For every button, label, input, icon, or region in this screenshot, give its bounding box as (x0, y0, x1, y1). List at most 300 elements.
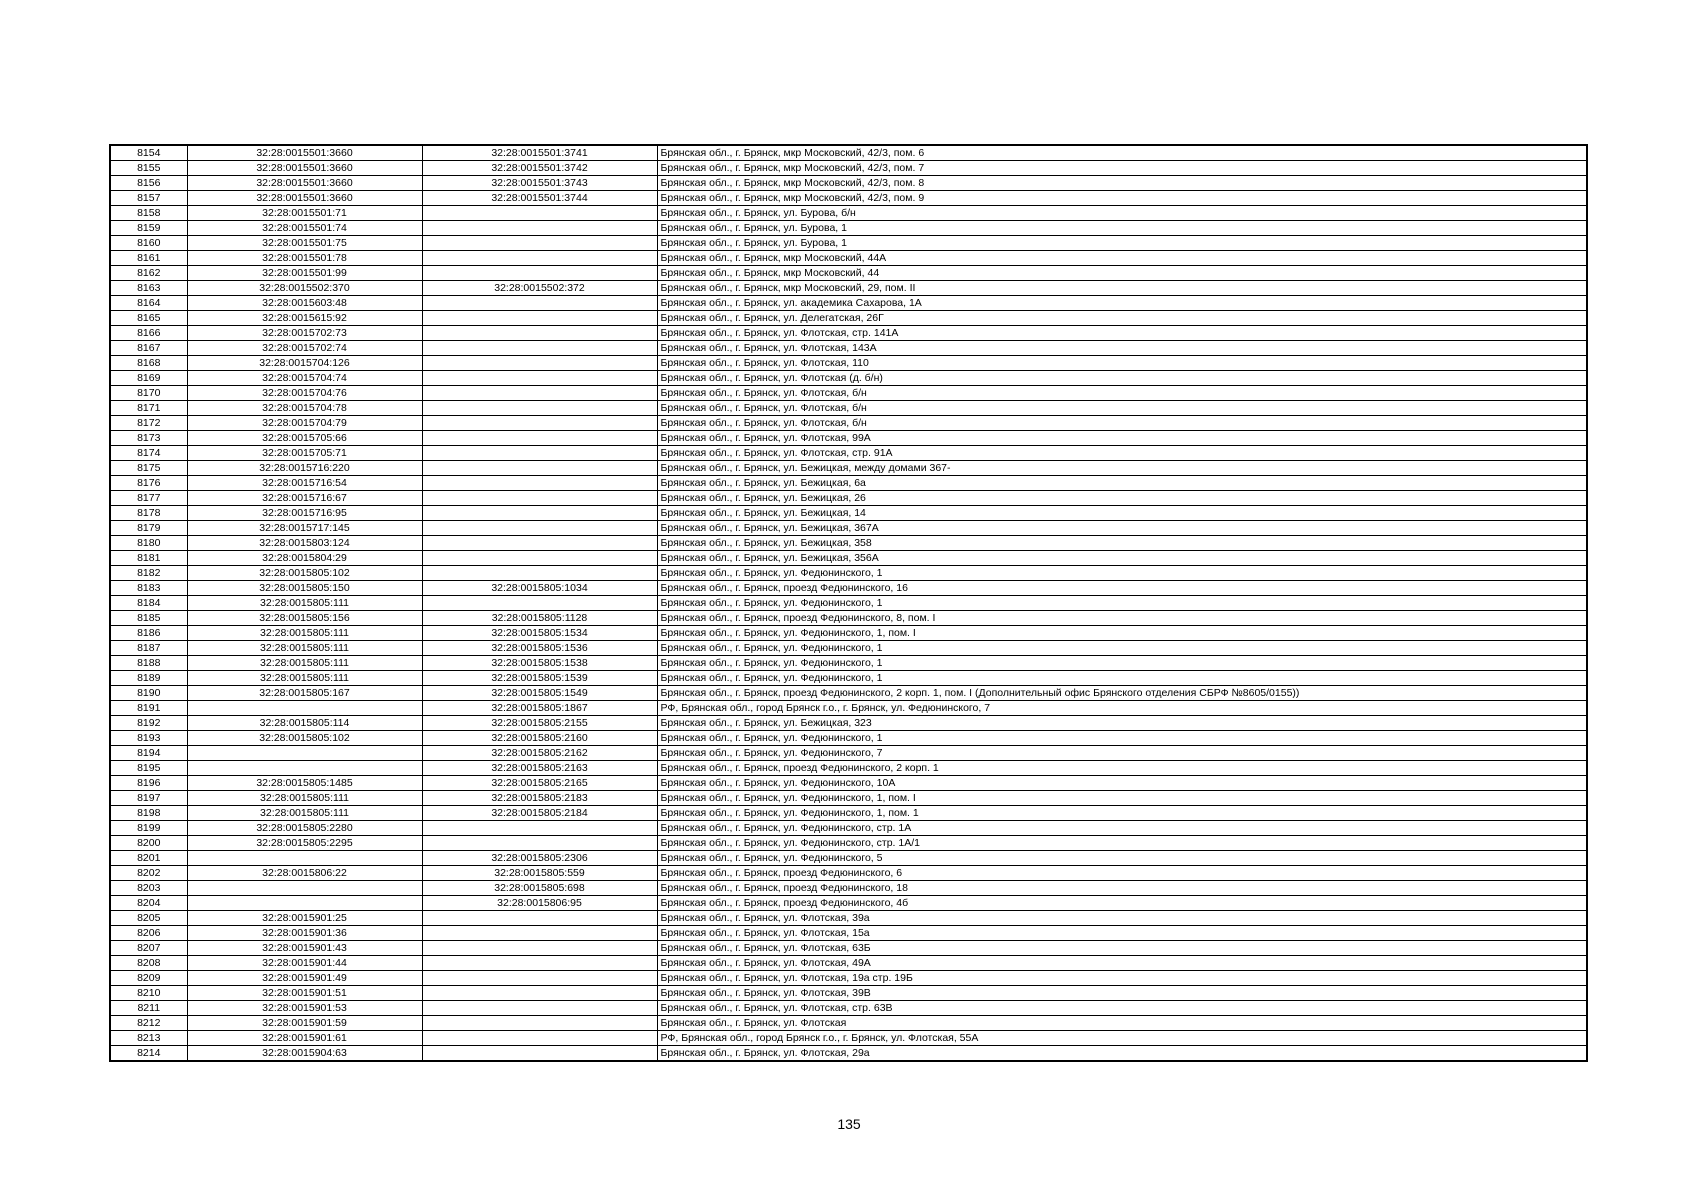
address-cell: Брянская обл., г. Брянск, ул. Флотская, б/н (657, 386, 1587, 401)
parent-cadastral-number-cell: 32:28:0015705:66 (187, 431, 422, 446)
row-number-cell: 8212 (110, 1016, 187, 1031)
cadastral-number-cell (422, 506, 657, 521)
table-row (110, 866, 1587, 881)
row-number-cell: 8204 (110, 896, 187, 911)
parent-cadastral-number-cell: 32:28:0015501:3660 (187, 161, 422, 176)
row-number-cell: 8188 (110, 656, 187, 671)
address-cell: Брянская обл., г. Брянск, ул. Флотская, 99А (657, 431, 1587, 446)
address-cell: Брянская обл., г. Брянск, проезд Федюнинского, 4б (657, 896, 1587, 911)
row-number-cell: 8176 (110, 476, 187, 491)
cadastral-number-cell (422, 566, 657, 581)
parent-cadastral-number-cell: 32:28:0015702:74 (187, 341, 422, 356)
cadastral-number-cell (422, 821, 657, 836)
cadastral-number-cell: 32:28:0015805:559 (422, 866, 657, 881)
row-number-cell: 8191 (110, 701, 187, 716)
table-row (110, 296, 1587, 311)
parent-cadastral-number-cell: 32:28:0015716:54 (187, 476, 422, 491)
parent-cadastral-number-cell: 32:28:0015901:49 (187, 971, 422, 986)
parent-cadastral-number-cell: 32:28:0015805:150 (187, 581, 422, 596)
parent-cadastral-number-cell: 32:28:0015704:74 (187, 371, 422, 386)
cadastral-number-cell: 32:28:0015501:3744 (422, 191, 657, 206)
table-row (110, 281, 1587, 296)
table-row (110, 971, 1587, 986)
parent-cadastral-number-cell: 32:28:0015803:124 (187, 536, 422, 551)
address-cell: Брянская обл., г. Брянск, ул. Федюнинского, стр. 1А (657, 821, 1587, 836)
address-cell: Брянская обл., г. Брянск, ул. Флотская, стр. 141А (657, 326, 1587, 341)
address-cell: Брянская обл., г. Брянск, мкр Московский, 44А (657, 251, 1587, 266)
address-cell: Брянская обл., г. Брянск, ул. Федюнинского, 1 (657, 596, 1587, 611)
row-number-cell: 8154 (110, 145, 187, 161)
cadastral-number-cell (422, 356, 657, 371)
address-cell: Брянская обл., г. Брянск, проезд Федюнинского, 2 корп. 1 (657, 761, 1587, 776)
parent-cadastral-number-cell: 32:28:0015716:220 (187, 461, 422, 476)
table-row (110, 176, 1587, 191)
address-cell: Брянская обл., г. Брянск, ул. Флотская (657, 1016, 1587, 1031)
address-cell: Брянская обл., г. Брянск, ул. Федюнинского, 1, пом. I (657, 626, 1587, 641)
table-row (110, 536, 1587, 551)
address-cell: Брянская обл., г. Брянск, ул. Бежицкая, между домами 367- (657, 461, 1587, 476)
table-row (110, 581, 1587, 596)
table-row (110, 446, 1587, 461)
cadastral-number-cell (422, 836, 657, 851)
table-row (110, 671, 1587, 686)
address-cell: Брянская обл., г. Брянск, мкр Московский, 44 (657, 266, 1587, 281)
cadastral-number-cell (422, 521, 657, 536)
cadastral-number-cell: 32:28:0015805:2155 (422, 716, 657, 731)
address-cell: Брянская обл., г. Брянск, ул. Флотская, б/н (657, 401, 1587, 416)
cadastral-number-cell (422, 326, 657, 341)
table-row (110, 626, 1587, 641)
table-row (110, 716, 1587, 731)
address-cell: РФ, Брянская обл., город Брянск г.о., г. Брянск, ул. Флотская, 55А (657, 1031, 1587, 1046)
row-number-cell: 8163 (110, 281, 187, 296)
table-row (110, 731, 1587, 746)
cadastral-number-cell: 32:28:0015502:372 (422, 281, 657, 296)
cadastral-number-cell (422, 236, 657, 251)
cadastral-number-cell (422, 461, 657, 476)
cadastral-number-cell: 32:28:0015501:3742 (422, 161, 657, 176)
parent-cadastral-number-cell: 32:28:0015704:78 (187, 401, 422, 416)
table-row (110, 476, 1587, 491)
table-row (110, 821, 1587, 836)
table-row (110, 956, 1587, 971)
row-number-cell: 8205 (110, 911, 187, 926)
parent-cadastral-number-cell: 32:28:0015702:73 (187, 326, 422, 341)
address-cell: Брянская обл., г. Брянск, ул. Федюнинского, 1 (657, 671, 1587, 686)
row-number-cell: 8164 (110, 296, 187, 311)
row-number-cell: 8159 (110, 221, 187, 236)
cadastral-number-cell (422, 941, 657, 956)
table-row (110, 911, 1587, 926)
row-number-cell: 8170 (110, 386, 187, 401)
row-number-cell: 8181 (110, 551, 187, 566)
address-cell: Брянская обл., г. Брянск, ул. Делегатская, 26Г (657, 311, 1587, 326)
cadastral-number-cell: 32:28:0015805:1534 (422, 626, 657, 641)
row-number-cell: 8201 (110, 851, 187, 866)
parent-cadastral-number-cell: 32:28:0015904:63 (187, 1046, 422, 1062)
parent-cadastral-number-cell: 32:28:0015717:145 (187, 521, 422, 536)
table-row (110, 851, 1587, 866)
address-cell: Брянская обл., г. Брянск, ул. Бежицкая, 26 (657, 491, 1587, 506)
cadastral-number-cell (422, 206, 657, 221)
parent-cadastral-number-cell: 32:28:0015501:99 (187, 266, 422, 281)
parent-cadastral-number-cell: 32:28:0015705:71 (187, 446, 422, 461)
address-cell: Брянская обл., г. Брянск, ул. Флотская, 49А (657, 956, 1587, 971)
row-number-cell: 8180 (110, 536, 187, 551)
address-cell: РФ, Брянская обл., город Брянск г.о., г. Брянск, ул. Федюнинского, 7 (657, 701, 1587, 716)
row-number-cell: 8190 (110, 686, 187, 701)
row-number-cell: 8206 (110, 926, 187, 941)
row-number-cell: 8213 (110, 1031, 187, 1046)
table-row (110, 326, 1587, 341)
cadastral-number-cell (422, 926, 657, 941)
row-number-cell: 8197 (110, 791, 187, 806)
cadastral-number-cell (422, 431, 657, 446)
cadastral-number-cell (422, 311, 657, 326)
parent-cadastral-number-cell: 32:28:0015805:111 (187, 806, 422, 821)
address-cell: Брянская обл., г. Брянск, ул. Бежицкая, 6а (657, 476, 1587, 491)
registry-table-body (110, 145, 1587, 1061)
row-number-cell: 8202 (110, 866, 187, 881)
row-number-cell: 8161 (110, 251, 187, 266)
parent-cadastral-number-cell (187, 881, 422, 896)
parent-cadastral-number-cell: 32:28:0015704:76 (187, 386, 422, 401)
parent-cadastral-number-cell: 32:28:0015501:3660 (187, 176, 422, 191)
row-number-cell: 8166 (110, 326, 187, 341)
table-row (110, 1031, 1587, 1046)
parent-cadastral-number-cell (187, 896, 422, 911)
table-row (110, 1016, 1587, 1031)
table-row (110, 566, 1587, 581)
parent-cadastral-number-cell: 32:28:0015501:3660 (187, 145, 422, 161)
table-row (110, 461, 1587, 476)
cadastral-number-cell: 32:28:0015501:3741 (422, 145, 657, 161)
address-cell: Брянская обл., г. Брянск, ул. Бурова, 1 (657, 221, 1587, 236)
address-cell: Брянская обл., г. Брянск, ул. Флотская, стр. 63В (657, 1001, 1587, 1016)
table-row (110, 656, 1587, 671)
row-number-cell: 8209 (110, 971, 187, 986)
row-number-cell: 8199 (110, 821, 187, 836)
cadastral-number-cell (422, 476, 657, 491)
table-row (110, 431, 1587, 446)
address-cell: Брянская обл., г. Брянск, ул. Федюнинского, 10А (657, 776, 1587, 791)
row-number-cell: 8177 (110, 491, 187, 506)
table-row (110, 401, 1587, 416)
row-number-cell: 8193 (110, 731, 187, 746)
row-number-cell: 8210 (110, 986, 187, 1001)
parent-cadastral-number-cell: 32:28:0015805:102 (187, 566, 422, 581)
row-number-cell: 8184 (110, 596, 187, 611)
table-row (110, 506, 1587, 521)
page-number: 135 (837, 1116, 861, 1132)
cadastral-number-cell (422, 1001, 657, 1016)
table-row (110, 836, 1587, 851)
cadastral-number-cell (422, 251, 657, 266)
parent-cadastral-number-cell: 32:28:0015716:95 (187, 506, 422, 521)
parent-cadastral-number-cell: 32:28:0015805:167 (187, 686, 422, 701)
registry-table (109, 144, 1588, 1062)
cadastral-number-cell (422, 1031, 657, 1046)
row-number-cell: 8155 (110, 161, 187, 176)
address-cell: Брянская обл., г. Брянск, ул. Бежицкая, 367А (657, 521, 1587, 536)
table-row (110, 311, 1587, 326)
cadastral-number-cell: 32:28:0015805:1539 (422, 671, 657, 686)
address-cell: Брянская обл., г. Брянск, ул. Федюнинского, 1 (657, 566, 1587, 581)
cadastral-number-cell (422, 416, 657, 431)
table-row (110, 941, 1587, 956)
parent-cadastral-number-cell: 32:28:0015805:111 (187, 641, 422, 656)
address-cell: Брянская обл., г. Брянск, ул. Федюнинского, 1 (657, 641, 1587, 656)
cadastral-number-cell (422, 596, 657, 611)
cadastral-number-cell (422, 341, 657, 356)
parent-cadastral-number-cell: 32:28:0015603:48 (187, 296, 422, 311)
table-row (110, 416, 1587, 431)
parent-cadastral-number-cell: 32:28:0015501:78 (187, 251, 422, 266)
row-number-cell: 8211 (110, 1001, 187, 1016)
parent-cadastral-number-cell (187, 746, 422, 761)
row-number-cell: 8162 (110, 266, 187, 281)
cadastral-number-cell (422, 386, 657, 401)
row-number-cell: 8156 (110, 176, 187, 191)
table-row (110, 356, 1587, 371)
table-row (110, 221, 1587, 236)
table-row (110, 641, 1587, 656)
row-number-cell: 8167 (110, 341, 187, 356)
row-number-cell: 8173 (110, 431, 187, 446)
parent-cadastral-number-cell: 32:28:0015901:43 (187, 941, 422, 956)
table-row (110, 491, 1587, 506)
table-row (110, 251, 1587, 266)
parent-cadastral-number-cell: 32:28:0015716:67 (187, 491, 422, 506)
address-cell: Брянская обл., г. Брянск, ул. Флотская, 29а (657, 1046, 1587, 1062)
row-number-cell: 8185 (110, 611, 187, 626)
address-cell: Брянская обл., г. Брянск, ул. академика Сахарова, 1А (657, 296, 1587, 311)
table-row (110, 521, 1587, 536)
cadastral-number-cell (422, 956, 657, 971)
address-cell: Брянская обл., г. Брянск, ул. Федюнинского, стр. 1А/1 (657, 836, 1587, 851)
row-number-cell: 8178 (110, 506, 187, 521)
address-cell: Брянская обл., г. Брянск, ул. Флотская, 110 (657, 356, 1587, 371)
cadastral-number-cell: 32:28:0015805:2163 (422, 761, 657, 776)
table-row (110, 371, 1587, 386)
address-cell: Брянская обл., г. Брянск, ул. Федюнинского, 1, пом. I (657, 791, 1587, 806)
address-cell: Брянская обл., г. Брянск, ул. Бежицкая, 14 (657, 506, 1587, 521)
cadastral-number-cell (422, 986, 657, 1001)
address-cell: Брянская обл., г. Брянск, мкр Московский, 29, пом. II (657, 281, 1587, 296)
row-number-cell: 8200 (110, 836, 187, 851)
cadastral-number-cell (422, 1016, 657, 1031)
parent-cadastral-number-cell: 32:28:0015805:2295 (187, 836, 422, 851)
row-number-cell: 8194 (110, 746, 187, 761)
parent-cadastral-number-cell: 32:28:0015502:370 (187, 281, 422, 296)
address-cell: Брянская обл., г. Брянск, ул. Флотская (д. б/н) (657, 371, 1587, 386)
cadastral-number-cell (422, 971, 657, 986)
table-row (110, 761, 1587, 776)
table-row (110, 896, 1587, 911)
address-cell: Брянская обл., г. Брянск, ул. Флотская, 39а (657, 911, 1587, 926)
parent-cadastral-number-cell: 32:28:0015615:92 (187, 311, 422, 326)
row-number-cell: 8165 (110, 311, 187, 326)
parent-cadastral-number-cell: 32:28:0015704:126 (187, 356, 422, 371)
cadastral-number-cell: 32:28:0015805:1034 (422, 581, 657, 596)
table-row (110, 1001, 1587, 1016)
table-row (110, 611, 1587, 626)
row-number-cell: 8182 (110, 566, 187, 581)
parent-cadastral-number-cell: 32:28:0015805:1485 (187, 776, 422, 791)
parent-cadastral-number-cell: 32:28:0015901:44 (187, 956, 422, 971)
address-cell: Брянская обл., г. Брянск, проезд Федюнинского, 6 (657, 866, 1587, 881)
cadastral-number-cell: 32:28:0015805:2162 (422, 746, 657, 761)
parent-cadastral-number-cell: 32:28:0015804:29 (187, 551, 422, 566)
cadastral-number-cell: 32:28:0015805:2160 (422, 731, 657, 746)
cadastral-number-cell: 32:28:0015805:1867 (422, 701, 657, 716)
cadastral-number-cell: 32:28:0015805:1536 (422, 641, 657, 656)
cadastral-number-cell: 32:28:0015805:2184 (422, 806, 657, 821)
table-row (110, 191, 1587, 206)
row-number-cell: 8195 (110, 761, 187, 776)
address-cell: Брянская обл., г. Брянск, ул. Бурова, 1 (657, 236, 1587, 251)
row-number-cell: 8189 (110, 671, 187, 686)
table-row (110, 986, 1587, 1001)
parent-cadastral-number-cell: 32:28:0015805:114 (187, 716, 422, 731)
cadastral-number-cell: 32:28:0015805:698 (422, 881, 657, 896)
table-row (110, 791, 1587, 806)
parent-cadastral-number-cell: 32:28:0015901:61 (187, 1031, 422, 1046)
cadastral-number-cell (422, 536, 657, 551)
address-cell: Брянская обл., г. Брянск, ул. Флотская, 15а (657, 926, 1587, 941)
address-cell: Брянская обл., г. Брянск, ул. Бежицкая, 356А (657, 551, 1587, 566)
address-cell: Брянская обл., г. Брянск, мкр Московский, 42/3, пом. 6 (657, 145, 1587, 161)
parent-cadastral-number-cell: 32:28:0015704:79 (187, 416, 422, 431)
address-cell: Брянская обл., г. Брянск, ул. Флотская, 143А (657, 341, 1587, 356)
cadastral-number-cell (422, 446, 657, 461)
parent-cadastral-number-cell: 32:28:0015805:2280 (187, 821, 422, 836)
table-row (110, 145, 1587, 161)
parent-cadastral-number-cell: 32:28:0015805:111 (187, 791, 422, 806)
table-row (110, 386, 1587, 401)
row-number-cell: 8207 (110, 941, 187, 956)
row-number-cell: 8171 (110, 401, 187, 416)
cadastral-number-cell: 32:28:0015501:3743 (422, 176, 657, 191)
row-number-cell: 8208 (110, 956, 187, 971)
cadastral-number-cell: 32:28:0015805:2183 (422, 791, 657, 806)
row-number-cell: 8158 (110, 206, 187, 221)
parent-cadastral-number-cell (187, 851, 422, 866)
cadastral-number-cell (422, 221, 657, 236)
cadastral-number-cell (422, 266, 657, 281)
parent-cadastral-number-cell: 32:28:0015901:51 (187, 986, 422, 1001)
cadastral-number-cell (422, 401, 657, 416)
address-cell: Брянская обл., г. Брянск, ул. Федюнинского, 1 (657, 731, 1587, 746)
table-row (110, 551, 1587, 566)
parent-cadastral-number-cell: 32:28:0015805:111 (187, 596, 422, 611)
parent-cadastral-number-cell: 32:28:0015805:111 (187, 656, 422, 671)
table-row (110, 776, 1587, 791)
parent-cadastral-number-cell (187, 701, 422, 716)
address-cell: Брянская обл., г. Брянск, проезд Федюнинского, 18 (657, 881, 1587, 896)
address-cell: Брянская обл., г. Брянск, проезд Федюнинского, 8, пом. I (657, 611, 1587, 626)
address-cell: Брянская обл., г. Брянск, ул. Флотская, стр. 91А (657, 446, 1587, 461)
address-cell: Брянская обл., г. Брянск, ул. Флотская, 63Б (657, 941, 1587, 956)
parent-cadastral-number-cell: 32:28:0015501:75 (187, 236, 422, 251)
address-cell: Брянская обл., г. Брянск, проезд Федюнинского, 16 (657, 581, 1587, 596)
row-number-cell: 8172 (110, 416, 187, 431)
row-number-cell: 8169 (110, 371, 187, 386)
table-row (110, 1046, 1587, 1062)
row-number-cell: 8160 (110, 236, 187, 251)
cadastral-number-cell: 32:28:0015805:1128 (422, 611, 657, 626)
cadastral-number-cell: 32:28:0015805:1549 (422, 686, 657, 701)
cadastral-number-cell (422, 911, 657, 926)
cadastral-number-cell (422, 296, 657, 311)
address-cell: Брянская обл., г. Брянск, ул. Бурова, б/н (657, 206, 1587, 221)
address-cell: Брянская обл., г. Брянск, ул. Федюнинского, 5 (657, 851, 1587, 866)
address-cell: Брянская обл., г. Брянск, мкр Московский, 42/3, пом. 7 (657, 161, 1587, 176)
address-cell: Брянская обл., г. Брянск, ул. Флотская, б/н (657, 416, 1587, 431)
table-row (110, 701, 1587, 716)
row-number-cell: 8196 (110, 776, 187, 791)
address-cell: Брянская обл., г. Брянск, ул. Федюнинского, 7 (657, 746, 1587, 761)
cadastral-number-cell: 32:28:0015805:2165 (422, 776, 657, 791)
row-number-cell: 8174 (110, 446, 187, 461)
table-row (110, 206, 1587, 221)
parent-cadastral-number-cell: 32:28:0015806:22 (187, 866, 422, 881)
parent-cadastral-number-cell: 32:28:0015805:102 (187, 731, 422, 746)
cadastral-number-cell: 32:28:0015806:95 (422, 896, 657, 911)
table-row (110, 236, 1587, 251)
table-row (110, 806, 1587, 821)
address-cell: Брянская обл., г. Брянск, ул. Флотская, 19а стр. 19Б (657, 971, 1587, 986)
parent-cadastral-number-cell: 32:28:0015501:74 (187, 221, 422, 236)
row-number-cell: 8192 (110, 716, 187, 731)
parent-cadastral-number-cell: 32:28:0015901:25 (187, 911, 422, 926)
table-row (110, 746, 1587, 761)
parent-cadastral-number-cell (187, 761, 422, 776)
address-cell: Брянская обл., г. Брянск, ул. Флотская, 39В (657, 986, 1587, 1001)
address-cell: Брянская обл., г. Брянск, ул. Федюнинского, 1 (657, 656, 1587, 671)
row-number-cell: 8186 (110, 626, 187, 641)
parent-cadastral-number-cell: 32:28:0015501:71 (187, 206, 422, 221)
parent-cadastral-number-cell: 32:28:0015501:3660 (187, 191, 422, 206)
parent-cadastral-number-cell: 32:28:0015901:53 (187, 1001, 422, 1016)
cadastral-number-cell (422, 491, 657, 506)
row-number-cell: 8198 (110, 806, 187, 821)
cadastral-number-cell (422, 1046, 657, 1062)
address-cell: Брянская обл., г. Брянск, ул. Бежицкая, 358 (657, 536, 1587, 551)
table-row (110, 341, 1587, 356)
parent-cadastral-number-cell: 32:28:0015805:156 (187, 611, 422, 626)
parent-cadastral-number-cell: 32:28:0015805:111 (187, 626, 422, 641)
table-row (110, 596, 1587, 611)
parent-cadastral-number-cell: 32:28:0015805:111 (187, 671, 422, 686)
address-cell: Брянская обл., г. Брянск, мкр Московский, 42/3, пом. 8 (657, 176, 1587, 191)
address-cell: Брянская обл., г. Брянск, мкр Московский, 42/3, пом. 9 (657, 191, 1587, 206)
row-number-cell: 8214 (110, 1046, 187, 1062)
row-number-cell: 8187 (110, 641, 187, 656)
row-number-cell: 8175 (110, 461, 187, 476)
parent-cadastral-number-cell: 32:28:0015901:59 (187, 1016, 422, 1031)
cadastral-number-cell: 32:28:0015805:2306 (422, 851, 657, 866)
row-number-cell: 8168 (110, 356, 187, 371)
address-cell: Брянская обл., г. Брянск, проезд Федюнинского, 2 корп. 1, пом. I (Дополнительный офис Брянского отделения СБРФ №8605/0155)) (657, 686, 1587, 701)
table-row (110, 266, 1587, 281)
row-number-cell: 8179 (110, 521, 187, 536)
table-row (110, 686, 1587, 701)
table-row (110, 161, 1587, 176)
cadastral-number-cell: 32:28:0015805:1538 (422, 656, 657, 671)
parent-cadastral-number-cell: 32:28:0015901:36 (187, 926, 422, 941)
row-number-cell: 8157 (110, 191, 187, 206)
